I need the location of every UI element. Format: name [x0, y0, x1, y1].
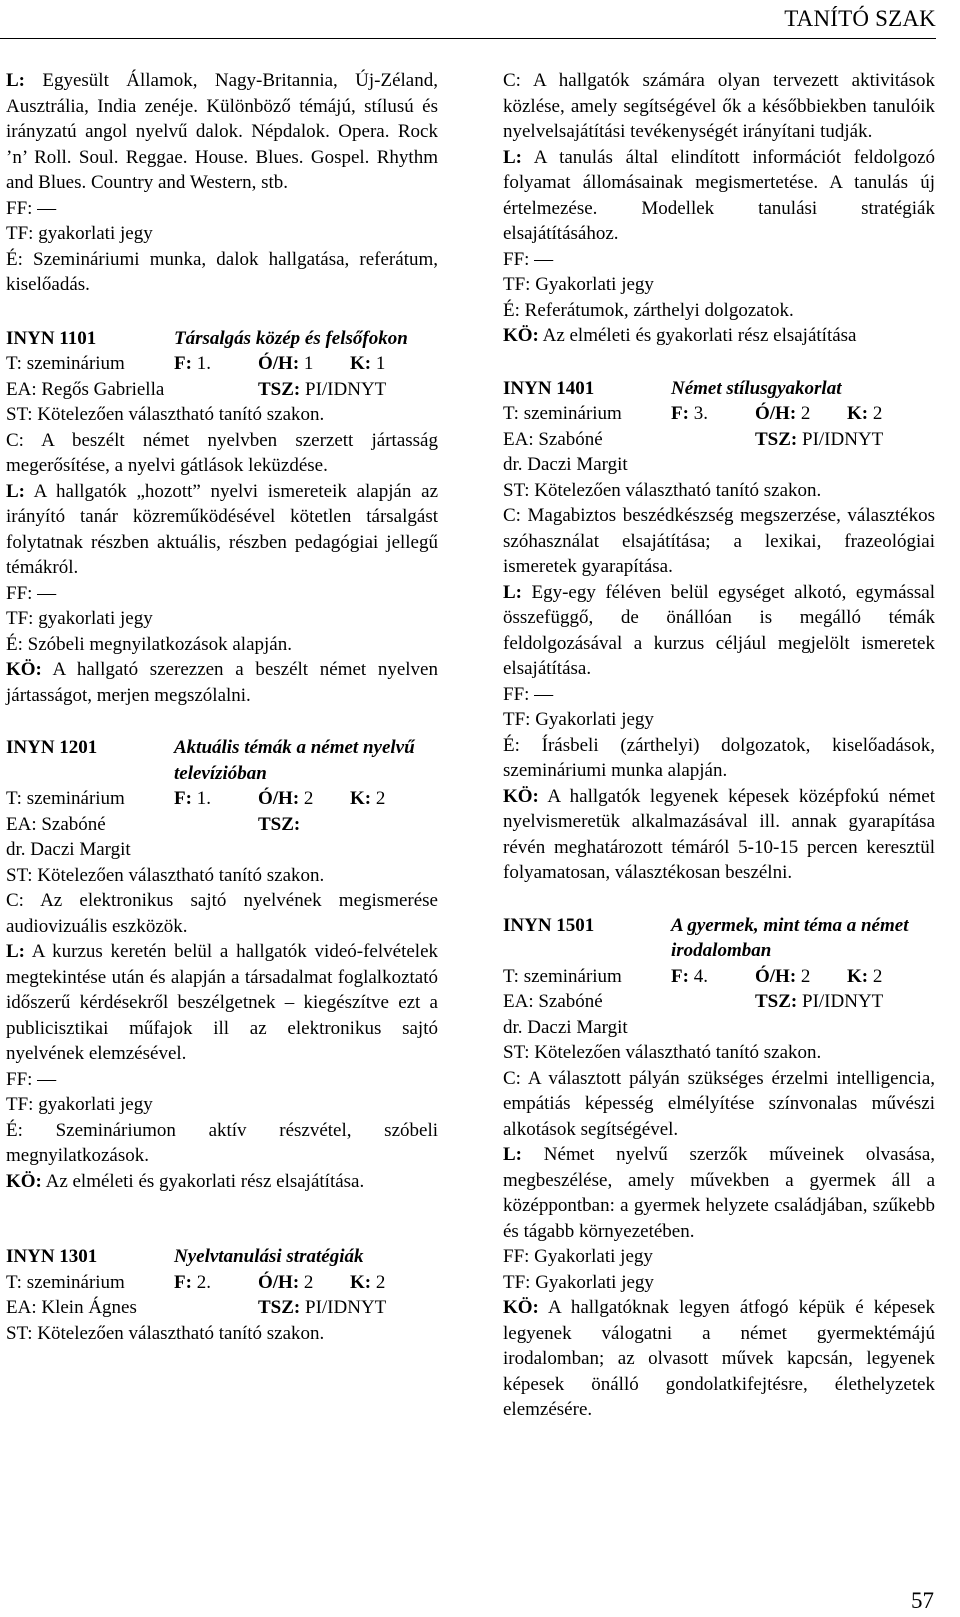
course-code: INYN 1201 [6, 737, 98, 758]
course-FF: FF: — [6, 582, 57, 604]
course-inyn-1501 [503, 913, 935, 1423]
course-C: C: A választott pályán szükséges érzelmi intelligencia, empátiás képesség elmélyítése színvonalas művészi alkotások segítségével. [503, 1067, 936, 1140]
course-meta: T: szeminárium F: 1. Ó/H: 1 K: 1 [6, 353, 386, 374]
course-meta: T: szeminárium F: 2. Ó/H: 2 K: 2 [6, 1271, 386, 1293]
course-ST: ST: Kötelezően választható tanító szakon. [503, 479, 822, 501]
course-ea: EA: Szabóné TSZ: [6, 813, 301, 835]
course-ea: EA: Szabóné TSZ: PI/IDNYT [503, 991, 884, 1012]
course-header [503, 913, 935, 964]
course-KO: KÖ: A hallgató szerezzen a beszélt német nyelven jártasságot, merjen megszólalni. [6, 659, 438, 706]
course-inyn-1301 [6, 1244, 438, 1346]
intro-E: É: Szemináriumi munka, dalok hallgatása, referátum, kiselőadás. [6, 248, 438, 295]
page-header [0, 0, 936, 39]
course-meta: T: szeminárium F: 1. Ó/H: 2 K: 2 [6, 788, 386, 809]
course-TF: TF: Gyakorlati jegy [503, 1271, 654, 1293]
intro-block [6, 68, 438, 298]
course-KO: KÖ: Az elméleti és gyakorlati rész elsajátítása [503, 325, 857, 346]
course-E: É: Írásbeli (zárthelyi) dolgozatok, kiselőadások, szemináriumi munka alapján. [503, 734, 935, 781]
course-code: INYN 1101 [6, 327, 97, 349]
course-meta: T: szeminárium F: 4. Ó/H: 2 K: 2 [503, 965, 883, 987]
intro-L: L: Egyesült Államok, Nagy-Britannia, Új-Zéland, Ausztrália, India zenéje. Különböző témájú, stílusú és irányzatú angol nyelvű dalok. Népdalok. Opera. Rock ’n’ Roll. Soul. Reggae. House. Blues. Gospel. Rhythm and Blues. Country and Western, stb. [6, 70, 438, 193]
right-column [503, 68, 935, 1423]
course-FF: FF: — [503, 683, 554, 705]
course-title: Társalgás közép és felsőfokon [174, 327, 408, 349]
course-inyn-1201 [6, 735, 438, 1194]
course-C: C: A hallgatók számára olyan tervezett aktivitások közlése, amely segítségével ők a későbbiekben tanulóik nyelvelsajátítási tevékenységét irányítani tudják. [503, 70, 936, 142]
course-L: L: Egy-egy féléven belül egységet alkotó, egymással összefüggő, de önállóan is megálló témák feldolgozásával a kurzus céljául megjelölt ismeretek elsajátítása. [503, 581, 936, 679]
header-title: TANÍTÓ SZAK [784, 6, 936, 31]
course-inyn-1301-cont [503, 68, 935, 349]
course-ea-cont: dr. Daczi Margit [503, 454, 628, 475]
course-C: C: A beszélt német nyelvben szerzett jártasság megerősítése, a nyelvi gátlások leküzdése. [6, 429, 438, 476]
left-column [6, 68, 438, 1346]
course-ea-cont: dr. Daczi Margit [6, 839, 131, 860]
course-title: Német stílusgyakorlat [671, 377, 842, 399]
course-code: INYN 1401 [503, 377, 595, 399]
course-meta: T: szeminárium F: 3. Ó/H: 2 K: 2 [503, 403, 883, 424]
course-title: A gyermek, mint téma a német irodalomban [671, 914, 909, 961]
course-ST: ST: Kötelezően választható tanító szakon. [503, 1042, 822, 1063]
course-header [6, 1244, 438, 1270]
course-E: É: Szemináriumon aktív részvétel, szóbeli megnyilatkozások. [6, 1119, 438, 1166]
course-KO: KÖ: A hallgatóknak legyen átfogó képük é képesek legyenek válogatni a német gyermektémájú irodalomban; az olvasott művek kapcsán, legyenek képesek önálló gondolatkifejtésre, élethelyzetek elemzésére. [503, 1297, 935, 1420]
course-TF: TF: Gyakorlati jegy [503, 274, 654, 295]
course-L: L: Német nyelvű szerzők műveinek olvasása, megbeszélése, amely művekben a gyermek áll a középpontban: a gyermek helyzete családjában, szűkebb és tágabb környezetében. [503, 1144, 935, 1242]
course-ea: EA: Regős Gabriella TSZ: PI/IDNYT [6, 378, 387, 400]
course-code: INYN 1301 [6, 1246, 98, 1267]
course-ea: EA: Szabóné TSZ: PI/IDNYT [503, 428, 884, 450]
course-KO: KÖ: Az elméleti és gyakorlati rész elsajátítása. [6, 1170, 365, 1192]
course-TF: TF: gyakorlati jegy [6, 608, 153, 629]
course-header [6, 326, 438, 352]
course-L: L: A tanulás által elindított információt feldolgozó folyamat állomásainak megismertetése. A tanulás új értelmezése. Modellek tanulási stratégiák elsajátításához. [503, 146, 936, 244]
course-title: Nyelvtanulási stratégiák [174, 1246, 364, 1267]
course-FF: FF: — [6, 1068, 57, 1090]
course-L: L: A hallgatók „hozott” nyelvi ismereteik alapján az irányító tanár közreműködésével kötetlen társalgást folytatnak részben aktuális, részben pedagógiai jellegű témákról. [6, 480, 438, 578]
course-ea: EA: Klein Ágnes TSZ: PI/IDNYT [6, 1297, 387, 1318]
course-header [6, 735, 438, 786]
course-title: Aktuális témák a német nyelvű televízióban [174, 737, 415, 784]
course-ST: ST: Kötelezően választható tanító szakon. [6, 1322, 325, 1344]
intro-FF: FF: — [6, 197, 57, 219]
course-inyn-1101 [6, 326, 438, 709]
course-E: É: Szóbeli megnyilatkozások alapján. [6, 633, 292, 655]
course-FF: FF: Gyakorlati jegy [503, 1246, 653, 1267]
course-C: C: Magabiztos beszédkészség megszerzése, választékos szóhasználat elsajátítása; a lexikai, frazeológiai ismeretek gyarapítása. [503, 505, 936, 577]
course-ea-cont: dr. Daczi Margit [503, 1016, 628, 1038]
course-ST: ST: Kötelezően választható tanító szakon. [6, 404, 325, 425]
course-TF: TF: Gyakorlati jegy [503, 709, 654, 730]
course-C: C: Az elektronikus sajtó nyelvének megismerése audiovizuális eszközök. [6, 890, 438, 937]
course-FF: FF: — [503, 248, 554, 270]
course-ST: ST: Kötelezően választható tanító szakon. [6, 864, 325, 886]
course-TF: TF: gyakorlati jegy [6, 1094, 153, 1115]
course-header [503, 376, 935, 402]
course-inyn-1401 [503, 376, 935, 886]
course-E: É: Referátumok, zárthelyi dolgozatok. [503, 299, 794, 321]
page-number: 57 [911, 1587, 934, 1613]
intro-TF: TF: gyakorlati jegy [6, 223, 153, 244]
course-KO: KÖ: A hallgatók legyenek képesek középfokú német nyelvismeretük alkalmazásával ill. annak gyarapítása révén meghatározott témáról 5-10-15 percen keresztül folyamatosan, választékosan beszélni. [503, 785, 936, 883]
course-L: L: A kurzus keretén belül a hallgatók videó-felvételek megtekintése után és alapján a társadalmat foglalkoztató időszerű kérdésekről beszélgetnek – kiegészítve ezt a publicisztikai műfajok ill az elektronikus sajtó nyelvének elemzésével. [6, 941, 438, 1064]
course-code: INYN 1501 [503, 914, 595, 936]
